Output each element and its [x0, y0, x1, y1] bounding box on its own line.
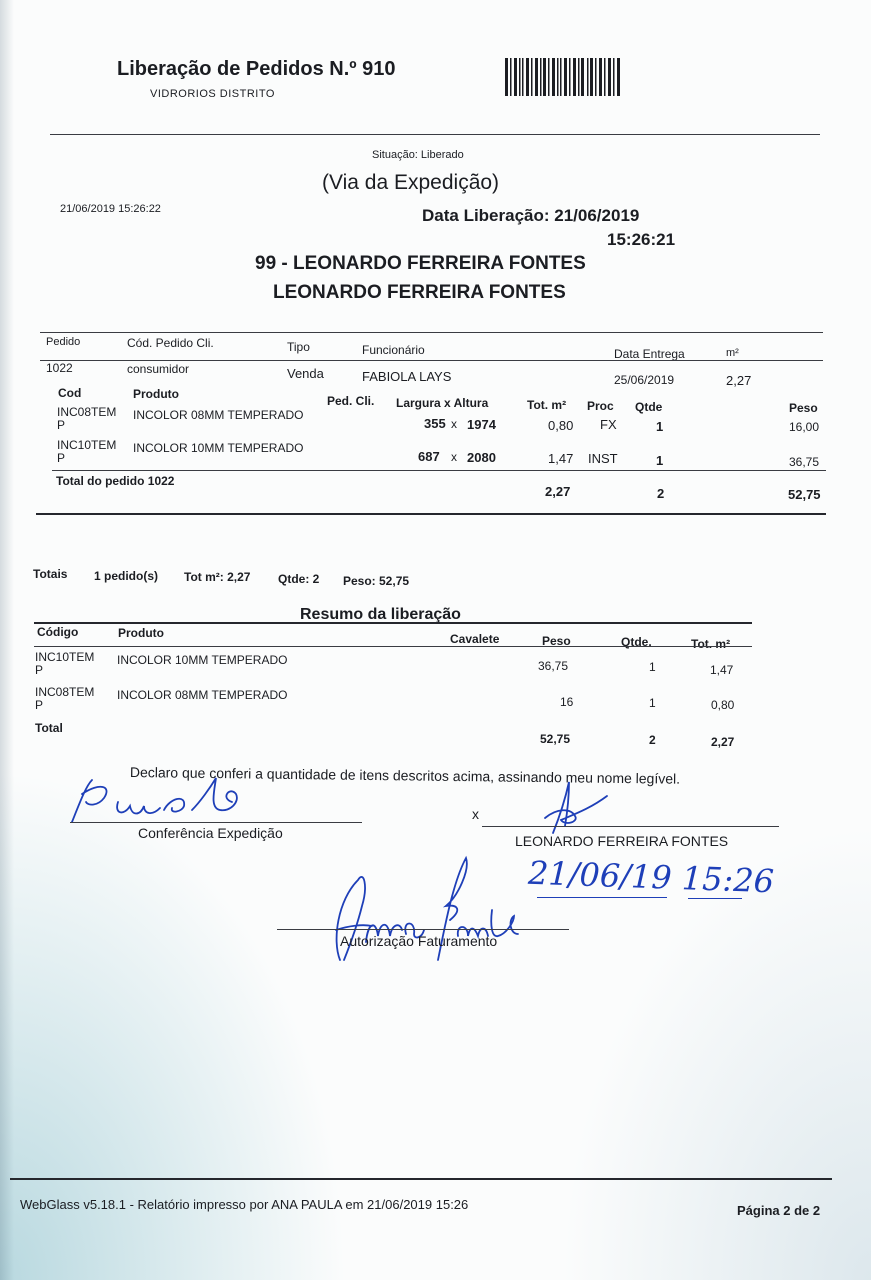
order-total-m2: 2,27: [545, 484, 571, 499]
summary-produto: INCOLOR 10MM TEMPERADO: [117, 653, 288, 667]
summary-cod: INC08TEM: [35, 685, 95, 699]
item-largura: 355: [424, 416, 446, 431]
item-cod: INC08TEM: [57, 405, 117, 419]
declaration-text: Declaro que conferi a quantidade de itens descritos acima, assinando meu nome legível.: [129, 764, 681, 787]
item-altura: 2080: [467, 450, 496, 465]
summary-produto: INCOLOR 08MM TEMPERADO: [117, 688, 288, 702]
item-peso: 16,00: [789, 420, 820, 434]
item-tot-m2: 1,47: [548, 451, 574, 466]
client-name: LEONARDO FERREIRA FONTES: [273, 282, 566, 303]
client-signature-label: LEONARDO FERREIRA FONTES: [515, 833, 729, 849]
summary-peso: 16: [560, 695, 574, 709]
order-cod-pedido-cli: consumidor: [127, 362, 190, 376]
header-divider: [50, 134, 820, 135]
item-dimension-sep: x: [451, 450, 457, 464]
conferencia-label: Conferência Expedição: [138, 825, 283, 841]
item-cod-suffix: P: [57, 418, 66, 432]
autorizacao-label: Autorização Faturamento: [340, 933, 498, 949]
release-date: Data Liberação: 21/06/2019: [422, 206, 640, 225]
item-proc: FX: [600, 417, 617, 432]
handwritten-date-underline: [537, 897, 667, 898]
client-signature-line: [482, 826, 779, 827]
col-pedido: Pedido: [46, 336, 81, 348]
totals-m2: Tot m²: 2,27: [184, 570, 251, 584]
items-divider: [52, 470, 826, 471]
order-section-bottom-border: [36, 513, 826, 515]
totals-qtde: Qtde: 2: [278, 572, 320, 586]
item-tot-m2: 0,80: [548, 418, 574, 433]
order-table-top-border: [40, 332, 823, 333]
footer-divider: [10, 1178, 832, 1180]
col-ped-cli: Ped. Cli.: [327, 394, 375, 408]
col-peso: Peso: [789, 401, 818, 415]
col-m2: m²: [726, 347, 739, 359]
handwritten-time-underline: [688, 898, 742, 899]
x-mark: x: [472, 806, 479, 822]
handwritten-date: 21/06/19 15:26: [527, 853, 775, 901]
summary-header-divider: [34, 646, 752, 647]
company-name: VIDRORIOS DISTRITO: [150, 88, 275, 100]
item-produto: INCOLOR 08MM TEMPERADO: [133, 408, 304, 422]
summary-cod-suffix: P: [35, 663, 44, 677]
item-dimension-sep: x: [451, 417, 457, 431]
item-largura: 687: [418, 449, 440, 464]
summary-title: Resumo da liberação: [300, 606, 461, 623]
client-signature: [535, 778, 615, 838]
order-header-divider: [40, 360, 823, 361]
order-m2: 2,27: [726, 373, 752, 388]
item-produto: INCOLOR 10MM TEMPERADO: [133, 441, 304, 455]
col-funcionario: Funcionário: [362, 343, 425, 357]
summary-col-tot-m2: Tot. m²: [691, 637, 731, 651]
release-time: 15:26:21: [607, 230, 676, 249]
totals-label: Totais: [33, 567, 68, 581]
summary-col-peso: Peso: [542, 634, 571, 648]
totals-peso: Peso: 52,75: [343, 574, 410, 588]
print-timestamp: 21/06/2019 15:26:22: [60, 203, 161, 215]
col-produto: Produto: [133, 387, 179, 401]
copy-type: (Via da Expedição): [322, 171, 500, 194]
barcode-icon: [505, 58, 623, 98]
item-qtde: 1: [656, 453, 664, 468]
autorizacao-signature: [318, 850, 528, 972]
col-tipo: Tipo: [287, 340, 310, 354]
summary-col-codigo: Código: [37, 625, 79, 639]
order-total-peso: 52,75: [788, 487, 821, 502]
col-cod-pedido-cli: Cód. Pedido Cli.: [127, 336, 214, 350]
order-total-label: Total do pedido 1022: [56, 474, 175, 488]
summary-total-qtde: 2: [649, 733, 656, 747]
summary-top-border: [34, 622, 752, 624]
col-qtde: Qtde: [635, 400, 663, 414]
conferencia-signature: [60, 772, 260, 832]
item-cod-suffix: P: [57, 451, 66, 465]
col-largura-altura: Largura x Altura: [396, 396, 489, 410]
autorizacao-signature-line: [277, 929, 569, 930]
footer-print-info: WebGlass v5.18.1 - Relatório impresso por ANA PAULA em 21/06/2019 15:26: [20, 1197, 469, 1212]
summary-tot-m2: 1,47: [710, 663, 734, 677]
summary-total-label: Total: [35, 721, 63, 735]
summary-cod: INC10TEM: [35, 650, 95, 664]
order-tipo: Venda: [287, 366, 324, 381]
document-title: Liberação de Pedidos N.º 910: [117, 58, 396, 80]
item-altura: 1974: [467, 417, 496, 432]
summary-qtde: 1: [649, 660, 656, 674]
summary-peso: 36,75: [538, 659, 569, 673]
summary-total-tot-m2: 2,27: [711, 735, 735, 749]
col-cod: Cod: [58, 386, 82, 400]
summary-col-qtde: Qtde.: [621, 635, 652, 649]
status-label: Situação: Liberado: [372, 149, 464, 161]
conferencia-signature-line: [70, 822, 362, 823]
order-pedido: 1022: [46, 361, 73, 375]
item-proc: INST: [588, 451, 618, 466]
summary-col-produto: Produto: [118, 626, 164, 640]
summary-qtde: 1: [649, 696, 656, 710]
client-code-name: 99 - LEONARDO FERREIRA FONTES: [255, 253, 586, 274]
col-data-entrega: Data Entrega: [614, 347, 685, 361]
item-cod: INC10TEM: [57, 438, 117, 452]
page-number: Página 2 de 2: [737, 1203, 821, 1218]
totals-pedidos: 1 pedido(s): [94, 569, 159, 583]
summary-col-cavalete: Cavalete: [450, 632, 500, 646]
item-peso: 36,75: [789, 455, 820, 469]
order-data-entrega: 25/06/2019: [614, 373, 675, 387]
item-qtde: 1: [656, 419, 664, 434]
order-funcionario: FABIOLA LAYS: [362, 369, 452, 384]
order-total-qtde: 2: [657, 486, 665, 501]
col-tot-m2: Tot. m²: [527, 398, 567, 412]
summary-tot-m2: 0,80: [711, 698, 735, 712]
col-proc: Proc: [587, 399, 614, 413]
summary-cod-suffix: P: [35, 698, 44, 712]
summary-total-peso: 52,75: [540, 732, 571, 746]
